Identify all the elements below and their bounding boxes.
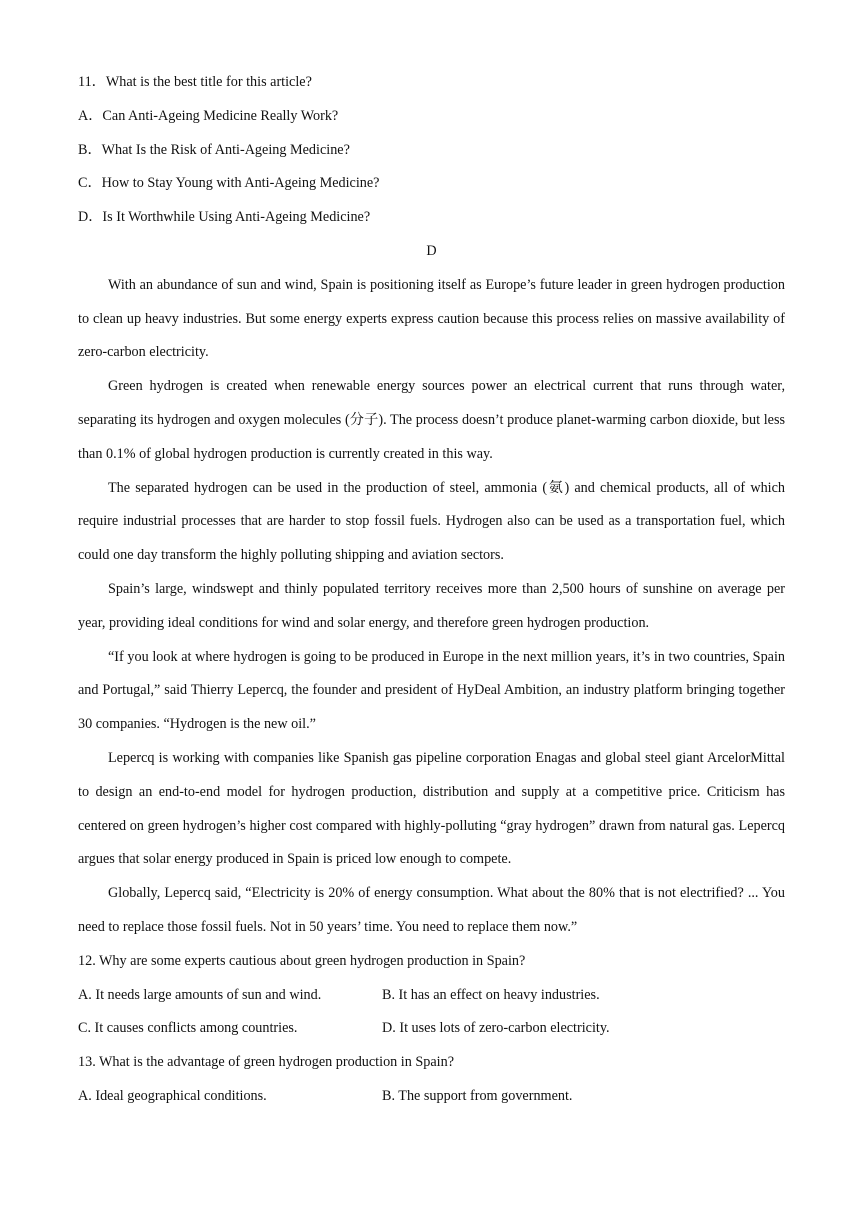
question-11-option-a: A．Can Anti-Ageing Medicine Really Work?	[78, 107, 339, 124]
question-13-stem: 13. What is the advantage of green hydrogen production in Spain?	[78, 1054, 454, 1071]
passage-paragraph-1: With an abundance of sun and wind, Spain is positioning itself as Europe’s future leader in green hydrogen production to clean up heavy industries. But some energy experts express caution because this process relies on massive availability of zero-carbon electricity.	[78, 276, 785, 361]
document-page	[78, 66, 785, 1114]
passage-paragraph-4: Spain’s large, windswept and thinly populated territory receives more than 2,500 hours of sunshine on average per year, providing ideal conditions for wind and solar energy, and therefore green hydrogen production.	[78, 580, 785, 631]
question-12-option-c: C. It causes conflicts among countries.	[78, 1020, 298, 1037]
question-13-options-row-1	[78, 1080, 785, 1114]
question-11-option-d: D．Is It Worthwhile Using Anti-Ageing Medicine?	[78, 209, 371, 226]
question-12-stem: 12. Why are some experts cautious about green hydrogen production in Spain?	[78, 952, 526, 969]
question-13-option-b: B. The support from government.	[382, 1087, 573, 1104]
question-12-options-row-2	[78, 1012, 785, 1046]
question-12-options-row-1	[78, 979, 785, 1013]
question-12-option-b: B. It has an effect on heavy industries.	[382, 986, 600, 1003]
question-11-option-c: C．How to Stay Young with Anti-Ageing Medicine?	[78, 175, 380, 192]
passage-paragraph-5: “If you look at where hydrogen is going to be produced in Europe in the next million years, it’s in two countries, Spain and Portugal,” said Thierry Lepercq, the founder and president of HyDeal Ambition, an industry platform bringing together 30 companies. “Hydrogen is the new oil.”	[78, 648, 785, 733]
passage-paragraph-3: The separated hydrogen can be used in the production of steel, ammonia (氨) and chemical products, all of which require industrial processes that are harder to stop fossil fuels. Hydrogen also can be used as a transportation fuel, which could one day transform the highly polluting shipping and aviation sectors.	[78, 479, 785, 564]
passage-paragraph-7: Globally, Lepercq said, “Electricity is 20% of energy consumption. What about the 80% that is not electrified? ... You need to replace those fossil fuels. Not in 50 years’ time. You need to replace them now.”	[78, 885, 785, 935]
question-12-option-d: D. It uses lots of zero-carbon electricity.	[382, 1020, 610, 1037]
section-label: D	[426, 242, 437, 259]
question-11-stem: 11．What is the best title for this article?	[78, 74, 312, 90]
question-12-option-a: A. It needs large amounts of sun and wind.	[78, 986, 322, 1003]
question-13-option-a: A. Ideal geographical conditions.	[78, 1087, 267, 1104]
question-11-option-b: B．What Is the Risk of Anti-Ageing Medicine?	[78, 141, 350, 158]
passage-paragraph-2: Green hydrogen is created when renewable energy sources power an electrical current that runs through water, separating its hydrogen and oxygen molecules (分子). The process doesn’t produce planet-warming carbon dioxide, but less than 0.1% of global hydrogen production is currently created in this way.	[78, 378, 785, 462]
passage-paragraph-6: Lepercq is working with companies like Spanish gas pipeline corporation Enagas and global steel giant ArcelorMittal to design an end-to-end model for hydrogen production, distribution and supply at a competitive price. Criticism has centered on green hydrogen’s higher cost compared with highly-polluting “gray hydrogen” drawn from natural gas. Lepercq argues that solar energy produced in Spain is priced low enough to compete.	[78, 749, 785, 868]
